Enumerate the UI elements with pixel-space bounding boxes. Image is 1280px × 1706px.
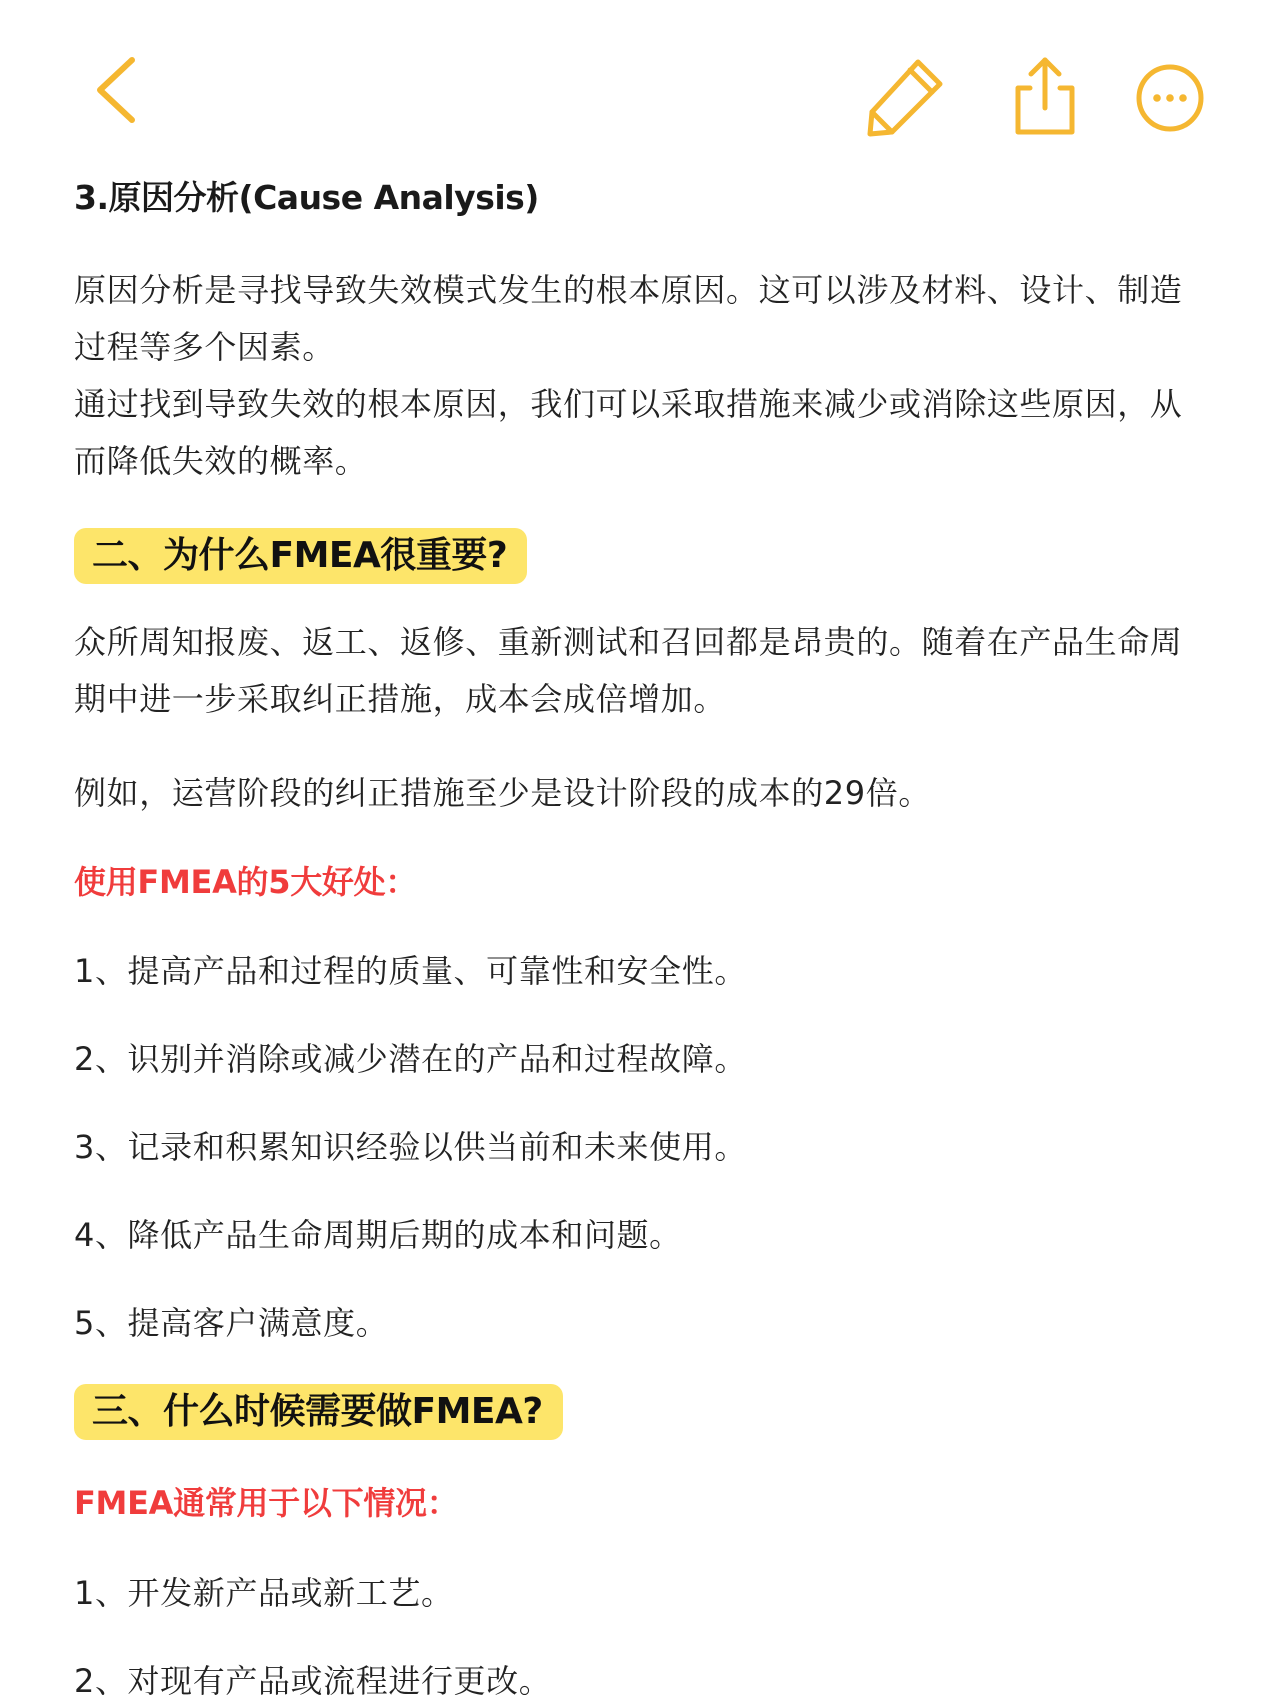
list-item: 4、降低产品生命周期后期的成本和问题。 bbox=[74, 1216, 682, 1254]
list-item: 3、记录和积累知识经验以供当前和未来使用。 bbox=[74, 1128, 747, 1166]
paragraph: 原因分析是寻找导致失效模式发生的根本原因。这可以涉及材料、设计、制造过程等多个因素。 bbox=[74, 271, 1183, 366]
share-icon[interactable] bbox=[1004, 54, 1086, 136]
list-item: 1、提高产品和过程的质量、可靠性和安全性。 bbox=[74, 952, 747, 990]
highlight-heading: 三、什么时候需要做FMEA? bbox=[74, 1384, 563, 1440]
list-item: 2、对现有产品或流程进行更改。 bbox=[74, 1662, 552, 1700]
list-item: 2、识别并消除或减少潜在的产品和过程故障。 bbox=[74, 1040, 747, 1078]
paragraph: 通过找到导致失效的根本原因，我们可以采取措施来减少或消除这些原因，从而降低失效的概率。 bbox=[74, 385, 1183, 480]
chevron-left-icon[interactable] bbox=[92, 50, 148, 130]
highlight-heading: 二、为什么FMEA很重要? bbox=[74, 528, 527, 584]
section-subtitle: 3.原因分析(Cause Analysis) bbox=[74, 178, 539, 217]
benefits-title: 使用FMEA的5大好处： bbox=[74, 863, 417, 901]
list-item: 1、开发新产品或新工艺。 bbox=[74, 1574, 454, 1612]
usage-title: FMEA通常用于以下情况： bbox=[74, 1484, 459, 1522]
more-dots-icon[interactable] bbox=[1130, 58, 1210, 138]
pencil-icon[interactable] bbox=[862, 54, 948, 140]
list-item: 5、提高客户满意度。 bbox=[74, 1304, 389, 1342]
paragraph: 例如，运营阶段的纠正措施至少是设计阶段的成本的29倍。 bbox=[74, 774, 931, 812]
paragraph: 众所周知报废、返工、返修、重新测试和召回都是昂贵的。随着在产品生命周期中进一步采取纠正措施，成本会成倍增加。 bbox=[74, 623, 1183, 718]
top-toolbar bbox=[0, 0, 1280, 150]
